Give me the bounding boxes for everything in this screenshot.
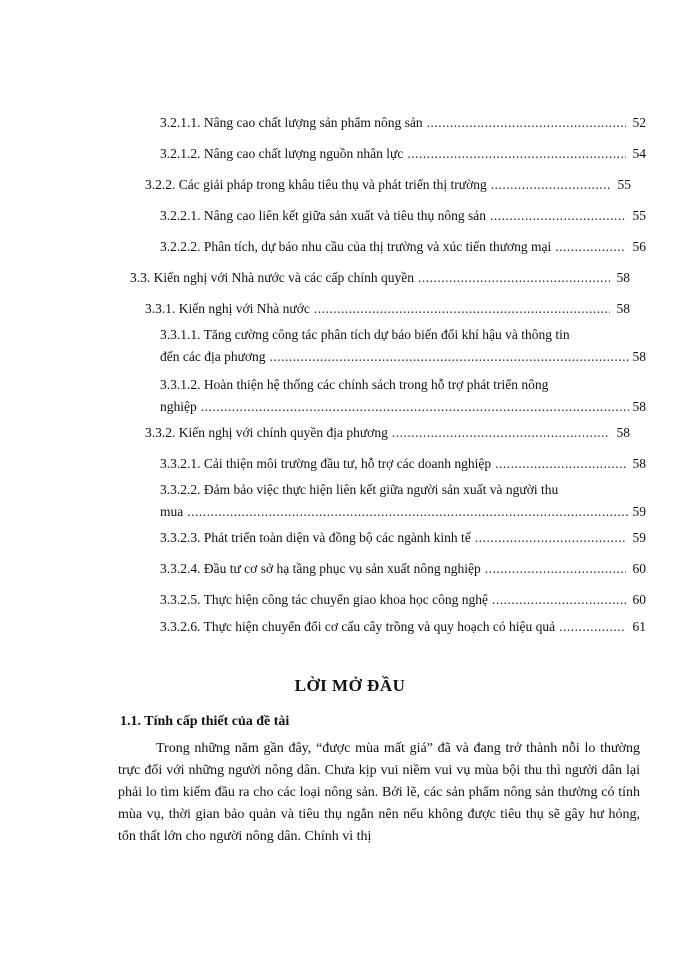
toc-entry-page: 59 xyxy=(632,504,646,519)
toc-entry-page: 58 xyxy=(616,301,630,316)
toc-entry-label-continued: mua xyxy=(160,504,184,519)
toc-entry[interactable] xyxy=(160,481,646,521)
toc-leader-dots xyxy=(392,424,610,442)
toc-entry-label: 3.2.2.2. Phân tích, dự báo nhu cầu của thị trường và xúc tiến thương mại xyxy=(160,239,552,254)
toc-entry[interactable] xyxy=(145,424,630,442)
toc-entry-page: 52 xyxy=(632,115,646,130)
toc-entry[interactable] xyxy=(160,591,646,609)
toc-entry-page: 58 xyxy=(632,349,646,364)
toc-entry-label: 3.3.2.3. Phát triển toàn diện và đồng bộ các ngành kinh tế xyxy=(160,530,471,545)
toc-entry-label: 3.2.2.1. Nâng cao liên kết giữa sản xuất và tiêu thụ nông sản xyxy=(160,208,486,223)
toc-entry[interactable] xyxy=(130,269,630,287)
toc-entry-page: 54 xyxy=(632,146,646,161)
toc-leader-dots xyxy=(407,145,626,163)
toc-entry-page: 58 xyxy=(632,399,646,414)
toc-entry[interactable] xyxy=(160,529,646,547)
toc-entry-label: 3.2.2. Các giải pháp trong khâu tiêu thụ và phát triển thị trường xyxy=(145,177,487,192)
toc-entry[interactable] xyxy=(160,376,646,416)
toc-entry-label-continued: nghiệp xyxy=(160,399,197,414)
body-text xyxy=(118,738,640,848)
toc-entry[interactable] xyxy=(160,618,646,636)
toc-entry-label: 3.3.2.6. Thực hiện chuyển đổi cơ cấu cây trồng và quy hoạch có hiệu quả xyxy=(160,619,556,634)
toc-entry-label: 3.3.2.4. Đầu tư cơ sở hạ tầng phục vụ sản xuất nông nghiệp xyxy=(160,561,481,576)
toc-leader-dots xyxy=(555,238,626,256)
toc-leader-dots xyxy=(418,269,610,287)
toc-entry-page: 56 xyxy=(632,239,646,254)
toc-entry[interactable] xyxy=(160,326,646,366)
toc-entry-page: 58 xyxy=(632,456,646,471)
toc-leader-dots xyxy=(559,618,626,636)
toc-entry-page: 59 xyxy=(632,530,646,545)
toc-entry-page: 58 xyxy=(616,270,630,285)
toc-entry-page: 61 xyxy=(632,619,646,634)
toc-entry-page: 58 xyxy=(616,425,630,440)
toc-entry[interactable] xyxy=(160,238,646,256)
paragraph: Trong những năm gần đây, “được mùa mất giá” đã và đang trở thành nỗi lo thường trực đối với những người nông dân. Chưa kịp vui niềm vui vụ mùa bội thu thì người dân lại phải lo tìm kiếm đầu ra cho các loại nông sản. Bởi lẽ, các sản phẩm nông sản thường có tính mùa vụ, thời gian bảo quản và tiêu thụ ngắn nên nếu không được tiêu thụ sẽ gây hư hỏng, tổn thất lớn cho người nông dân. Chính vì thị xyxy=(118,741,640,844)
toc-leader-dots xyxy=(492,591,626,609)
toc-entry[interactable] xyxy=(160,114,646,132)
toc-entry-page: 60 xyxy=(632,592,646,607)
toc-entry-label-continued: đến các địa phương xyxy=(160,349,266,364)
toc-entry[interactable] xyxy=(145,300,630,318)
toc-entry-label: 3.3.1.2. Hoàn thiện hệ thống các chính sách trong hỗ trợ phát triển nông xyxy=(160,377,549,392)
toc-entry-label: 3.3.2.1. Cải thiện môi trường đầu tư, hỗ trợ các doanh nghiệp xyxy=(160,456,492,471)
toc-leader-dots xyxy=(490,207,626,225)
toc-leader-dots xyxy=(485,560,626,578)
toc-leader-dots xyxy=(475,529,626,547)
toc-entry[interactable] xyxy=(145,176,631,194)
toc-entry-page: 55 xyxy=(632,208,646,223)
toc-leader-dots xyxy=(314,300,610,318)
toc-leader-dots xyxy=(270,348,629,366)
toc-entry[interactable] xyxy=(160,145,646,163)
toc-leader-dots xyxy=(495,455,626,473)
toc-entry-label: 3.3.2.5. Thực hiện công tác chuyển giao khoa học công nghệ xyxy=(160,592,488,607)
toc-entry-page: 55 xyxy=(617,177,631,192)
toc-entry-label: 3.2.1.1. Nâng cao chất lượng sản phẩm nông sản xyxy=(160,115,423,130)
toc-entry-label: 3.3.2. Kiến nghị với chính quyền địa phương xyxy=(145,425,388,440)
toc-entry[interactable] xyxy=(160,455,646,473)
toc-entry-label: 3.2.1.2. Nâng cao chất lượng nguồn nhân lực xyxy=(160,146,404,161)
toc-leader-dots xyxy=(427,114,626,132)
toc-entry-page: 60 xyxy=(632,561,646,576)
page-title: LỜI MỞ ĐẦU xyxy=(294,676,406,695)
toc-leader-dots xyxy=(201,398,629,416)
toc-entry-label: 3.3.1. Kiến nghị với Nhà nước xyxy=(145,301,310,316)
section-heading: 1.1. Tính cấp thiết của đề tài xyxy=(120,714,290,729)
toc-entry-label: 3.3.2.2. Đảm bảo việc thực hiện liên kết giữa người sản xuất và người thu xyxy=(160,482,559,497)
toc-entry[interactable] xyxy=(160,207,646,225)
toc-entry-label: 3.3.1.1. Tăng cường công tác phân tích dự báo biến đổi khí hậu và thông tin xyxy=(160,327,570,342)
toc-entry[interactable] xyxy=(160,560,646,578)
toc-leader-dots xyxy=(187,503,628,521)
toc-leader-dots xyxy=(491,176,611,194)
toc-entry-label: 3.3. Kiến nghị với Nhà nước và các cấp chính quyền xyxy=(130,270,415,285)
